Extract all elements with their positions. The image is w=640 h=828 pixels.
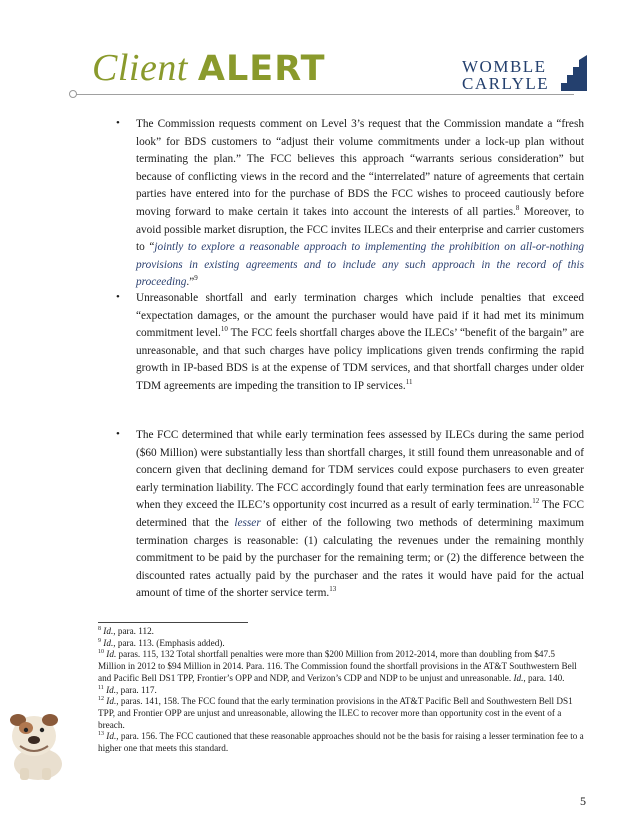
footnote-id: Id.: [513, 672, 524, 683]
bulldog-mascot-icon: [2, 706, 72, 782]
footnote-text: paras. 115, 132 Total shortfall penalties were more than $200 Million from 2012-2014, more than doubling from $47.5 Million in 2012 to $94 Million in 2014. Para. 116. The Commission found the shortfall provisions in the AT&T Southwestern Bell and Pacific Bell DS1 TPP, Frontier’s OPP and NDP, and Verizon’s CDP and NDP to be unjust and unreasonable.: [98, 649, 577, 683]
footnote-ref-10: 10: [220, 325, 228, 334]
footnote-separator: [98, 622, 248, 623]
bullet-1-text-c: .”: [186, 276, 195, 289]
bullet-3-text-c: of either of the following two methods of determining maximum termination charges is reasonable: (1) calculating the revenues under the remaining monthly commitment to be paid by the purchaser for the remaining term; or (2) the difference between the discounted rates actually paid by the purchaser and the rates it would have paid for the actual amount of time of the shorter service term.: [136, 516, 585, 600]
footnote-text: , para. 156. The FCC cautioned that these reasonable approaches should not be the basis for raising a lesser termination fee to a higher one that meets this standard.: [98, 731, 584, 754]
bullet-1-text-a: The Commission requests comment on Level 3’s request that the Commission mandate a “fresh look” for BDS customers to “adjust their volume commitments under a lock-up plan without terminating the plan.” The FCC believes this approach “warrants serious consideration” but because of conflicting views in the record and the “interrelated” nature of agreements that certain parties have entered into for the purchase of BDS the FCC wishes to proceed cautiously before moving forward to make certain it takes into account the interests of all parties.: [136, 118, 584, 218]
bullet-2-text-b: The FCC feels shortfall charges above the ILECs’ “benefit of the bargain” are unreasonable, and that such charges have policy implications given trends confirming the rapid growth in IP-based BDS is at the expense of TDM services, and that shortfall charges under older TDM agreements are impeding the transition to IP services.: [136, 327, 584, 392]
title-alert: ALERT: [197, 49, 326, 89]
bullet-marker: •: [116, 117, 120, 129]
footnote: [98, 649, 584, 684]
footnote-number: 9: [98, 637, 101, 644]
footnote-id: Id.: [106, 649, 117, 660]
womble-carlyle-logo: [462, 55, 592, 95]
footnote-ref-9: 9: [194, 274, 198, 283]
footnotes: [98, 626, 584, 755]
bullet-2-text-a: Unreasonable shortfall and early termination charges which include penalties that exceed “expectation damages, or the amount the purchaser would have paid if it had met its minimum commitment level.: [136, 292, 584, 340]
bullet-1-quote: jointly to explore a reasonable approach to implementing the prohibition on all-or-nothing provisions in existing agreements and to include any such approach in the record of this proceeding: [136, 241, 584, 289]
footnote-ref-13: 13: [329, 585, 337, 594]
footnote-id: Id.: [103, 626, 114, 636]
bullet-marker: •: [116, 291, 120, 303]
footnote-id: Id.: [106, 684, 117, 695]
footnote-number: 11: [98, 684, 104, 691]
title-client: Client: [92, 47, 188, 89]
footnote-number: 10: [98, 649, 104, 656]
bullet-paragraph-2: [136, 290, 584, 396]
page-header: [0, 0, 640, 96]
bullet-3-text-a: The FCC determined that while early termination fees assessed by ILECs during the same period ($60 Million) were substantially less than shortfall charges, it still found them unreasonable and of concern given that declining demand for TDM services could expose purchasers to even greater early termination liability. The FCC accordingly found that early termination fees are unreasonable when they exceed the ILEC’s opportunity cost incurred as a result of early termination.: [136, 429, 584, 512]
logo-emblem-icon: [559, 55, 589, 91]
footnote-ref-11: 11: [405, 378, 413, 387]
footnote-number: 13: [98, 731, 104, 738]
bullet-paragraph-1: [136, 116, 584, 292]
footnote-text: , para. 112.: [113, 626, 154, 636]
footnote-text: , para. 140.: [523, 672, 565, 683]
header-rule-dot: [69, 90, 77, 98]
logo-line-2: CARLYLE: [462, 74, 550, 93]
footnote: [98, 685, 584, 697]
footnote-ref-12: 12: [532, 497, 540, 506]
client-alert-title: [92, 46, 325, 90]
bullet-marker: •: [116, 428, 120, 440]
bullet-3-emphasis: lesser: [234, 516, 261, 529]
footnote-id: Id.: [106, 696, 117, 707]
footnote: [98, 731, 584, 754]
footnote: [98, 638, 584, 650]
bullet-3-text-b: The FCC determined that the: [136, 499, 584, 529]
footnote-id: Id.: [103, 637, 114, 648]
bullet-paragraph-3: [136, 427, 584, 603]
footnote-text: , paras. 141, 158. The FCC found that the early termination provisions in the AT&T Pacific Bell and Southwestern Bell DS1 TPP, and Frontier OPP are unjust and unreasonable, allowing the ILEC to recover more than opportunity cost in the event of a breach.: [98, 696, 573, 730]
footnote: [98, 626, 584, 638]
footnote-number: 8: [98, 625, 101, 632]
footnote-text: , para. 113. (Emphasis added).: [113, 637, 225, 648]
logo-line-1: WOMBLE: [462, 57, 547, 76]
footnote: [98, 696, 584, 731]
page-number: 5: [580, 794, 586, 808]
header-rule: [74, 94, 574, 95]
footnote-id: Id.: [106, 731, 117, 742]
footnote-number: 12: [98, 696, 104, 703]
footnote-ref-8: 8: [515, 204, 520, 213]
bullet-1-text-b: Moreover, to avoid possible market disruption, the FCC invites ILECs and their enterprise and carrier customers to “: [136, 205, 584, 254]
footnote-text: , para. 117.: [116, 684, 157, 695]
